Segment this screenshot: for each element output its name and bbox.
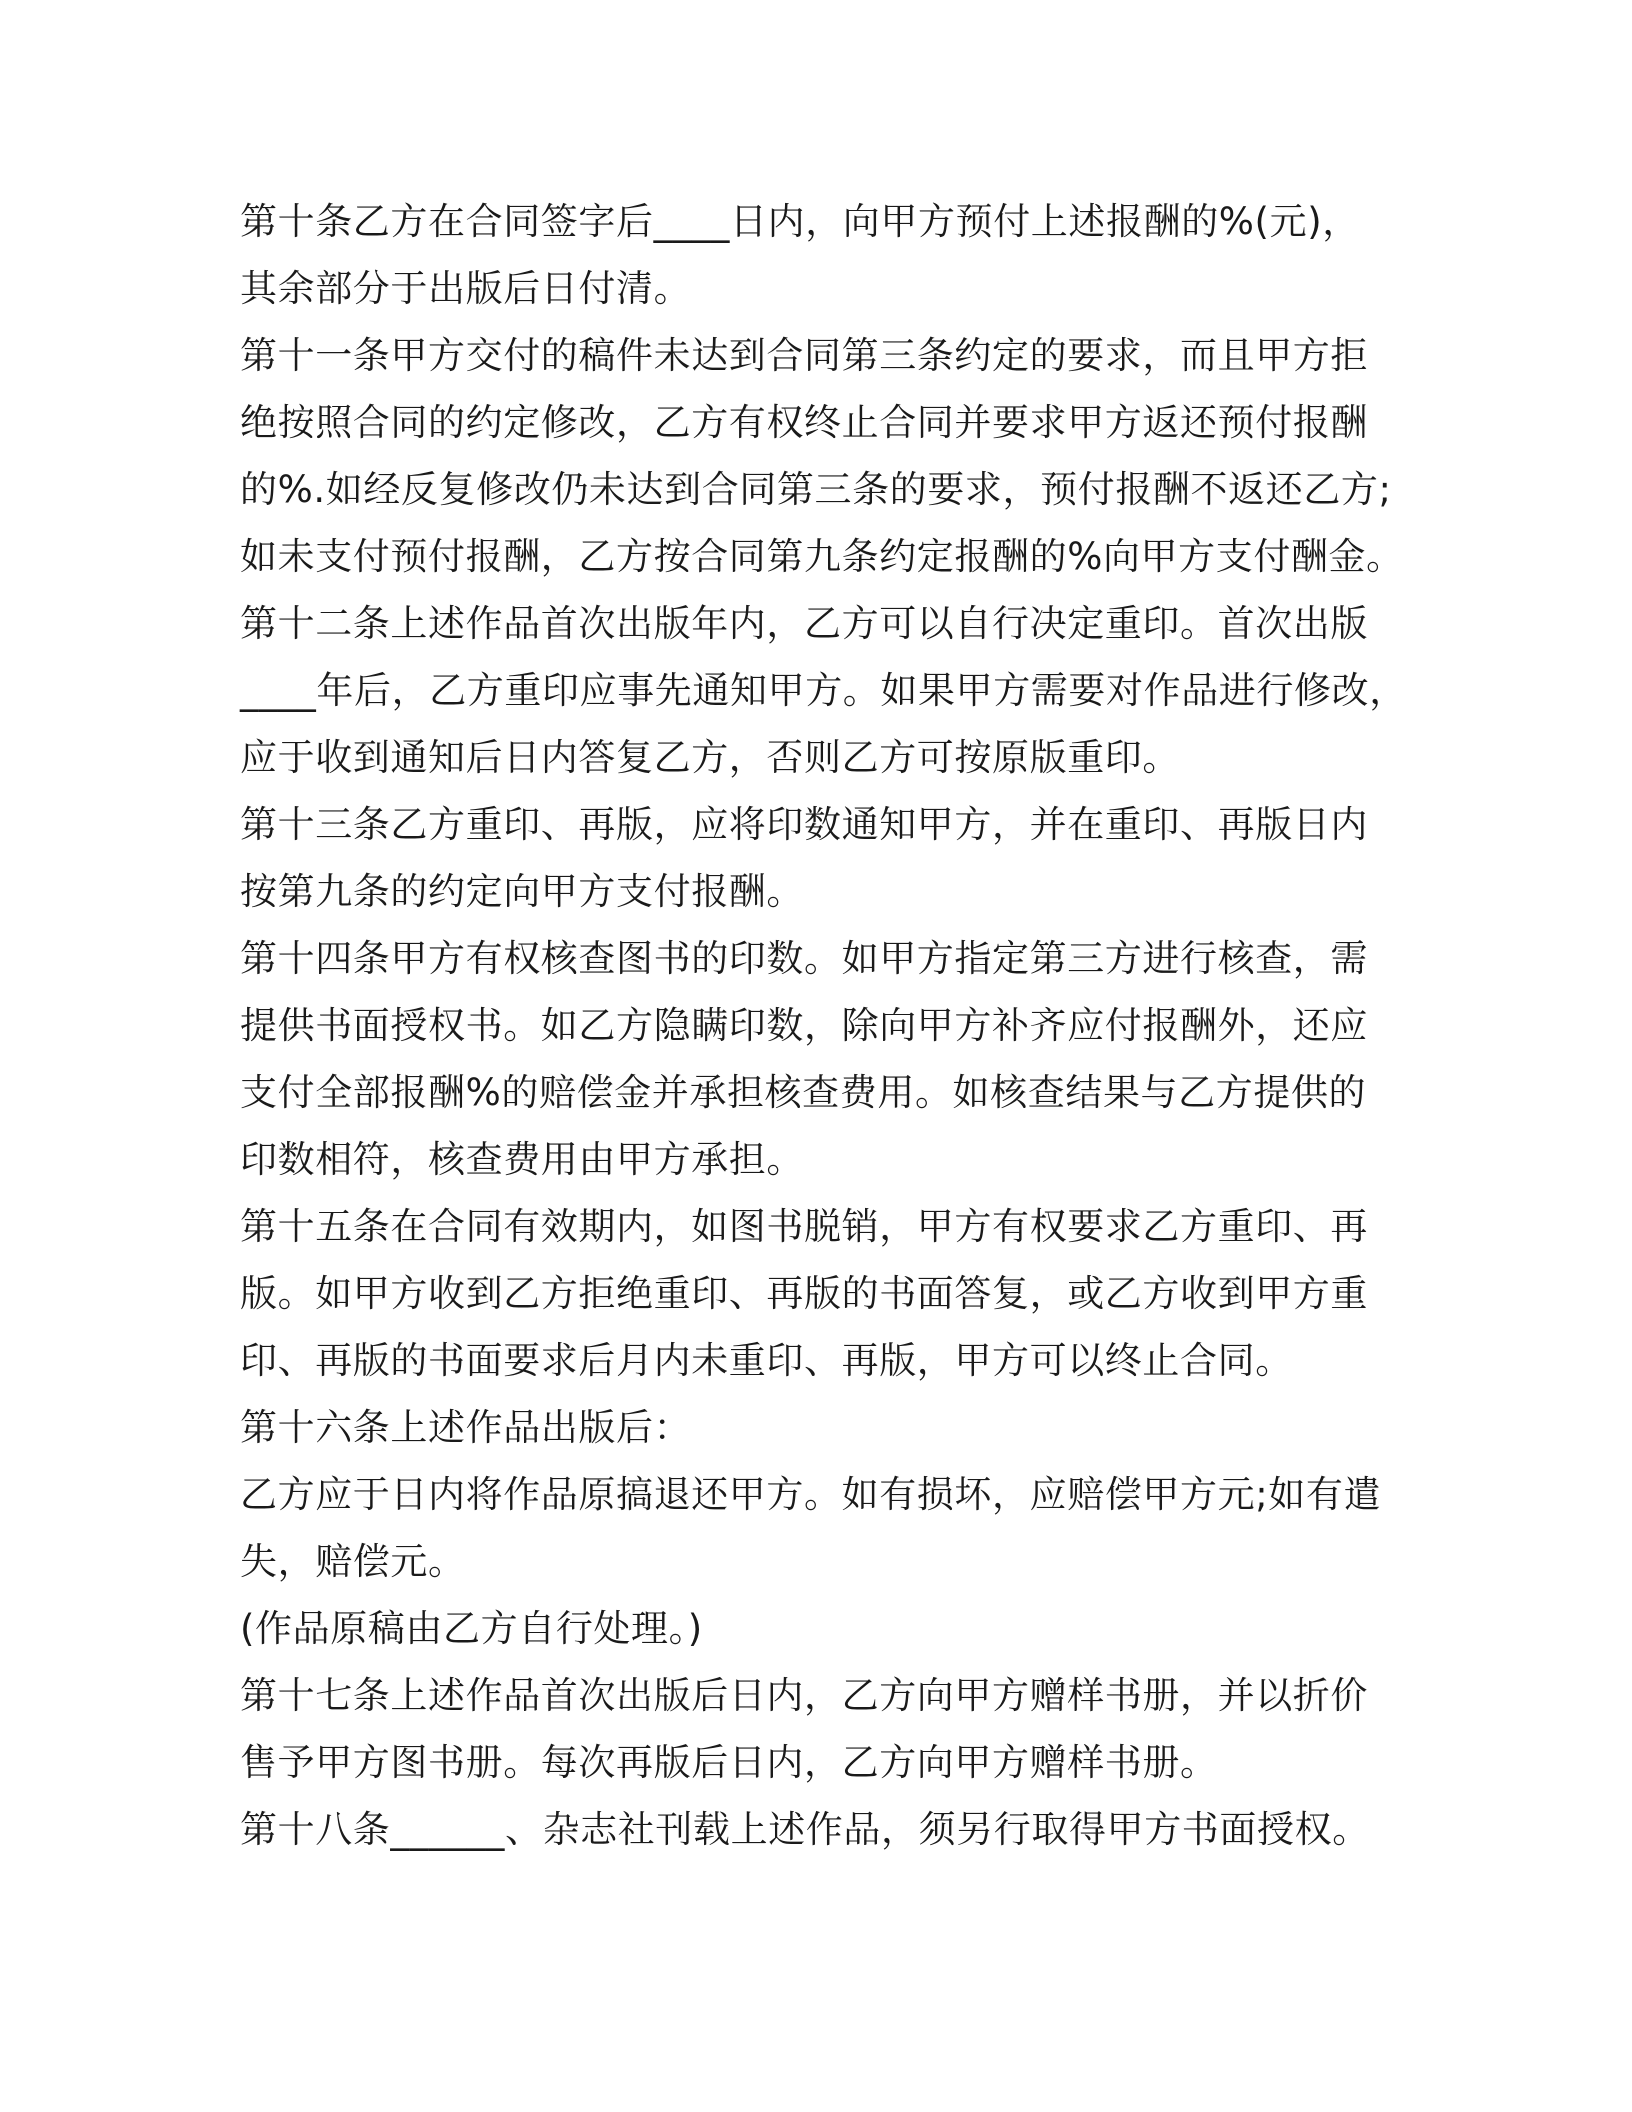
text-line: 其余部分于出版后日付清。: [240, 267, 692, 310]
text-line: 失，赔偿元。: [240, 1540, 466, 1583]
text-line: 第十七条上述作品首次出版后日内，乙方向甲方赠样书册，并以折价: [240, 1674, 1368, 1717]
text-line: 第十五条在合同有效期内，如图书脱销，甲方有权要求乙方重印、再: [240, 1205, 1368, 1248]
text-line: 提供书面授权书。如乙方隐瞒印数，除向甲方补齐应付报酬外，还应: [240, 1004, 1368, 1047]
text-line: 版。如甲方收到乙方拒绝重印、再版的书面答复，或乙方收到甲方重: [240, 1272, 1368, 1315]
text-line: 第十四条甲方有权核查图书的印数。如甲方指定第三方进行核查，需: [240, 937, 1368, 980]
text-line: 第十六条上述作品出版后：: [240, 1406, 692, 1449]
text-line: 按第九条的约定向甲方支付报酬。: [240, 870, 804, 913]
text-line: 乙方应于日内将作品原搞退还甲方。如有损坏，应赔偿甲方元;如有遣: [240, 1473, 1382, 1516]
text-line: 印、再版的书面要求后月内未重印、再版，甲方可以终止合同。: [240, 1339, 1293, 1382]
text-line: (作品原稿由乙方自行处理。): [240, 1607, 703, 1650]
text-line: 第十三条乙方重印、再版，应将印数通知甲方，并在重印、再版日内: [240, 803, 1368, 846]
text-line: 绝按照合同的约定修改，乙方有权终止合同并要求甲方返还预付报酬: [240, 401, 1368, 444]
text-line: 第十一条甲方交付的稿件未达到合同第三条约定的要求，而且甲方拒: [240, 334, 1368, 377]
text-line: ____年后，乙方重印应事先通知甲方。如果甲方需要对作品进行修改，: [240, 669, 1407, 712]
text-line: 印数相符，核查费用由甲方承担。: [240, 1138, 804, 1181]
text-line: 支付全部报酬%的赔偿金并承担核查费用。如核查结果与乙方提供的: [240, 1071, 1367, 1114]
text-line: 第十条乙方在合同签字后____日内，向甲方预付上述报酬的%(元)，: [240, 200, 1360, 243]
text-line: 应于收到通知后日内答复乙方，否则乙方可按原版重印。: [240, 736, 1180, 779]
contract-text: [240, 188, 1407, 1863]
text-line: 如未支付预付报酬，乙方按合同第九条约定报酬的%向甲方支付酬金。: [240, 535, 1404, 578]
text-line: 的%.如经反复修改仍未达到合同第三条的要求，预付报酬不返还乙方;: [240, 468, 1392, 511]
text-line: 售予甲方图书册。每次再版后日内，乙方向甲方赠样书册。: [240, 1741, 1218, 1784]
text-line: 第十二条上述作品首次出版年内，乙方可以自行决定重印。首次出版: [240, 602, 1368, 645]
text-line: 第十八条______、杂志社刊载上述作品，须另行取得甲方书面授权。: [240, 1808, 1370, 1851]
